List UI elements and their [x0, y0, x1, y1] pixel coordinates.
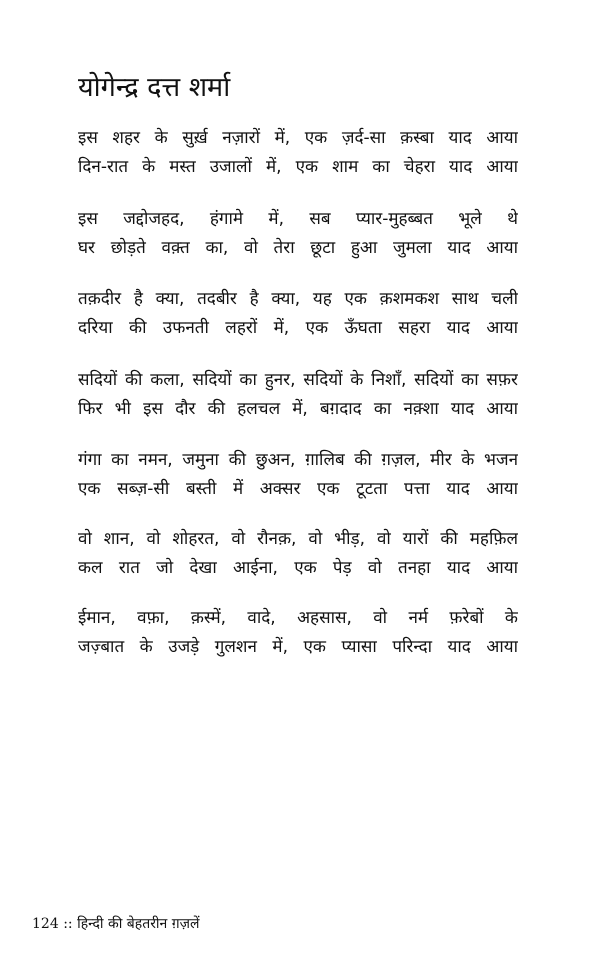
book-title: हिन्दी की बेहतरीन ग़ज़लें [77, 916, 200, 932]
page-number: 124 [32, 916, 59, 932]
verse-line: ईमान, वफ़ा, क़स्में, वादे, अहसास, वो नर्म फ़रेबों के [78, 608, 518, 628]
verse-line: तक़दीर है क्या, तदबीर है क्या, यह एक क़शमकश साथ चली [78, 289, 518, 309]
stanza-5 [78, 446, 518, 504]
stanza-3 [78, 285, 518, 343]
verse-line: जज़्बात के उजड़े गुलशन में, एक प्यासा परिन्दा याद आया [78, 637, 518, 657]
footer-separator: :: [63, 916, 73, 932]
verse-line: वो शान, वो शोहरत, वो रौनक़, वो भीड़, वो यारों की महफ़िल [78, 529, 518, 549]
verse-line: फिर भी इस दौर की हलचल में, बग़दाद का नक़्शा याद आया [78, 399, 518, 419]
verse-line: कल रात जो देखा आईना, एक पेड़ वो तनहा याद आया [78, 558, 518, 578]
stanza-1 [78, 124, 518, 182]
verse-line: सदियों की कला, सदियों का हुनर, सदियों के निशाँ, सदियों का सफ़र [78, 370, 518, 390]
verse-line: दरिया की उफनती लहरों में, एक ऊँघता सहरा याद आया [78, 318, 518, 338]
stanza-6 [78, 525, 518, 583]
stanza-7 [78, 604, 518, 662]
page-footer [32, 913, 200, 935]
verse-line: इस शहर के सुर्ख़ नज़ारों में, एक ज़र्द-सा क़स्बा याद आया [78, 128, 518, 148]
verse-line: एक सब्ज़-सी बस्ती में अक्सर एक टूटता पत्ता याद आया [78, 479, 518, 499]
stanza-2 [78, 205, 518, 263]
verse-line: गंगा का नमन, जमुना की छुअन, ग़ालिब की ग़ज़ल, मीर के भजन [78, 450, 518, 470]
stanza-4 [78, 366, 518, 424]
verse-line: घर छोड़ते वक़्त का, वो तेरा छूटा हुआ जुमला याद आया [78, 238, 518, 258]
poet-name: योगेन्द्र दत्त शर्मा [78, 72, 231, 103]
verse-line: दिन-रात के मस्त उजालों में, एक शाम का चेहरा याद आया [78, 157, 518, 177]
verse-line: इस जद्दोजहद, हंगामे में, सब प्यार-मुहब्बत भूले थे [78, 209, 518, 229]
